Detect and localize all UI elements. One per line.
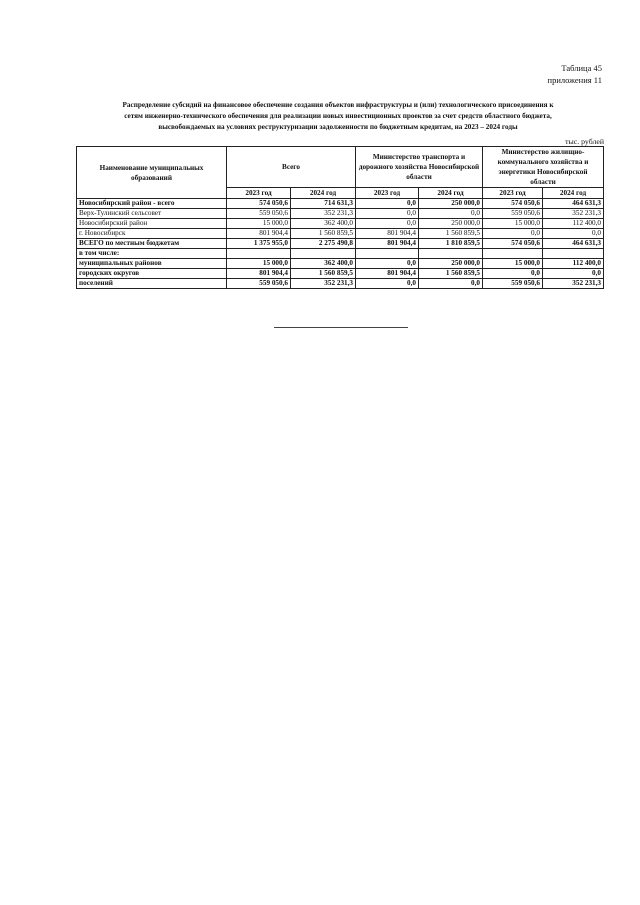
table-row [77, 219, 604, 229]
row-name: муниципальных районов [77, 259, 227, 269]
cell-value: 250 000,0 [419, 259, 483, 269]
cell-value: 15 000,0 [483, 259, 543, 269]
table-row [77, 269, 604, 279]
cell-value: 464 631,3 [543, 239, 604, 249]
cell-value: 801 904,4 [356, 239, 419, 249]
cell-value: 1 560 859,5 [291, 229, 356, 239]
cell-value: 1 810 859,5 [419, 239, 483, 249]
title-line: высвобождаемых на условиях реструктуризации задолженности по бюджетным кредитам, на 2023 – 2024 годы [158, 123, 518, 131]
cell-value: 362 400,0 [291, 219, 356, 229]
year-header: 2023 год [356, 188, 419, 199]
cell-value: 250 000,0 [419, 199, 483, 209]
cell-value: 0,0 [419, 209, 483, 219]
table-row [77, 249, 604, 259]
table-number: Таблица 45 [561, 63, 602, 73]
cell-value: 352 231,3 [291, 279, 356, 289]
column-header-housing: Министерство жилищно-коммунального хозяйства и энергетики Новосибирской области [483, 147, 604, 188]
cell-value: 559 050,6 [227, 209, 291, 219]
cell-value: 0,0 [356, 259, 419, 269]
cell-value: 801 904,4 [227, 229, 291, 239]
cell-value: 112 400,0 [543, 219, 604, 229]
cell-value: 0,0 [483, 229, 543, 239]
cell-value: 352 231,3 [543, 209, 604, 219]
cell-value: 0,0 [356, 199, 419, 209]
cell-value: 559 050,6 [483, 209, 543, 219]
cell-value: 574 050,6 [483, 239, 543, 249]
cell-value: 801 904,4 [356, 229, 419, 239]
cell-value: 559 050,6 [483, 279, 543, 289]
cell-value: 1 560 859,5 [419, 229, 483, 239]
cell-value: 0,0 [543, 269, 604, 279]
cell-value: 574 050,6 [227, 199, 291, 209]
year-header: 2024 год [291, 188, 356, 199]
year-header: 2024 год [543, 188, 604, 199]
table-row [77, 279, 604, 289]
column-header-name: Наименование муниципальных образований [77, 147, 227, 199]
column-header-transport: Министерство транспорта и дорожного хозяйства Новосибирской области [356, 147, 483, 188]
table-reference [548, 62, 602, 86]
table-row [77, 229, 604, 239]
cell-value [356, 249, 419, 259]
cell-value: 464 631,3 [543, 199, 604, 209]
table-row [77, 259, 604, 269]
row-name: Новосибирский район [77, 219, 227, 229]
column-header-total: Всего [227, 147, 356, 188]
table-header-row [77, 147, 604, 188]
cell-value [483, 249, 543, 259]
cell-value: 714 631,3 [291, 199, 356, 209]
cell-value: 352 231,3 [543, 279, 604, 289]
cell-value [543, 249, 604, 259]
row-name: Новосибирский район - всего [77, 199, 227, 209]
cell-value [419, 249, 483, 259]
cell-value: 1 560 859,5 [291, 269, 356, 279]
cell-value: 0,0 [419, 279, 483, 289]
cell-value: 112 400,0 [543, 259, 604, 269]
row-name: городских округов [77, 269, 227, 279]
cell-value: 15 000,0 [227, 219, 291, 229]
title-line: Распределение субсидий на финансовое обеспечение создания объектов инфраструктуры и (или) технологического присоединения к [122, 101, 554, 109]
appendix-ref: приложения 11 [547, 75, 602, 85]
cell-value: 0,0 [543, 229, 604, 239]
cell-value: 1 375 955,0 [227, 239, 291, 249]
cell-value: 0,0 [356, 279, 419, 289]
row-name: г. Новосибирск [77, 229, 227, 239]
table-row [77, 199, 604, 209]
cell-value [227, 249, 291, 259]
cell-value [291, 249, 356, 259]
cell-value: 2 275 490,8 [291, 239, 356, 249]
cell-value: 15 000,0 [483, 219, 543, 229]
cell-value: 574 050,6 [483, 199, 543, 209]
table-row [77, 209, 604, 219]
row-name: в том числе: [77, 249, 227, 259]
table-row [77, 239, 604, 249]
row-name: поселений [77, 279, 227, 289]
cell-value: 559 050,6 [227, 279, 291, 289]
title-line: сетям инженерно-технического обеспечения для реализации новых инвестиционных проектов за счет средств областного бюджета, [124, 112, 552, 120]
cell-value: 15 000,0 [227, 259, 291, 269]
cell-value: 1 560 859,5 [419, 269, 483, 279]
cell-value: 801 904,4 [227, 269, 291, 279]
cell-value: 250 000,0 [419, 219, 483, 229]
year-header: 2023 год [227, 188, 291, 199]
cell-value: 0,0 [356, 209, 419, 219]
year-header: 2023 год [483, 188, 543, 199]
year-header: 2024 год [419, 188, 483, 199]
cell-value: 0,0 [483, 269, 543, 279]
row-name: Верх-Тулинский сельсовет [77, 209, 227, 219]
row-name: ВСЕГО по местным бюджетам [77, 239, 227, 249]
cell-value: 801 904,4 [356, 269, 419, 279]
cell-value: 0,0 [356, 219, 419, 229]
units-label: тыс. рублей [565, 137, 604, 146]
separator-line [274, 327, 408, 328]
subsidy-table [76, 146, 604, 289]
cell-value: 362 400,0 [291, 259, 356, 269]
cell-value: 352 231,3 [291, 209, 356, 219]
document-title [70, 100, 606, 133]
